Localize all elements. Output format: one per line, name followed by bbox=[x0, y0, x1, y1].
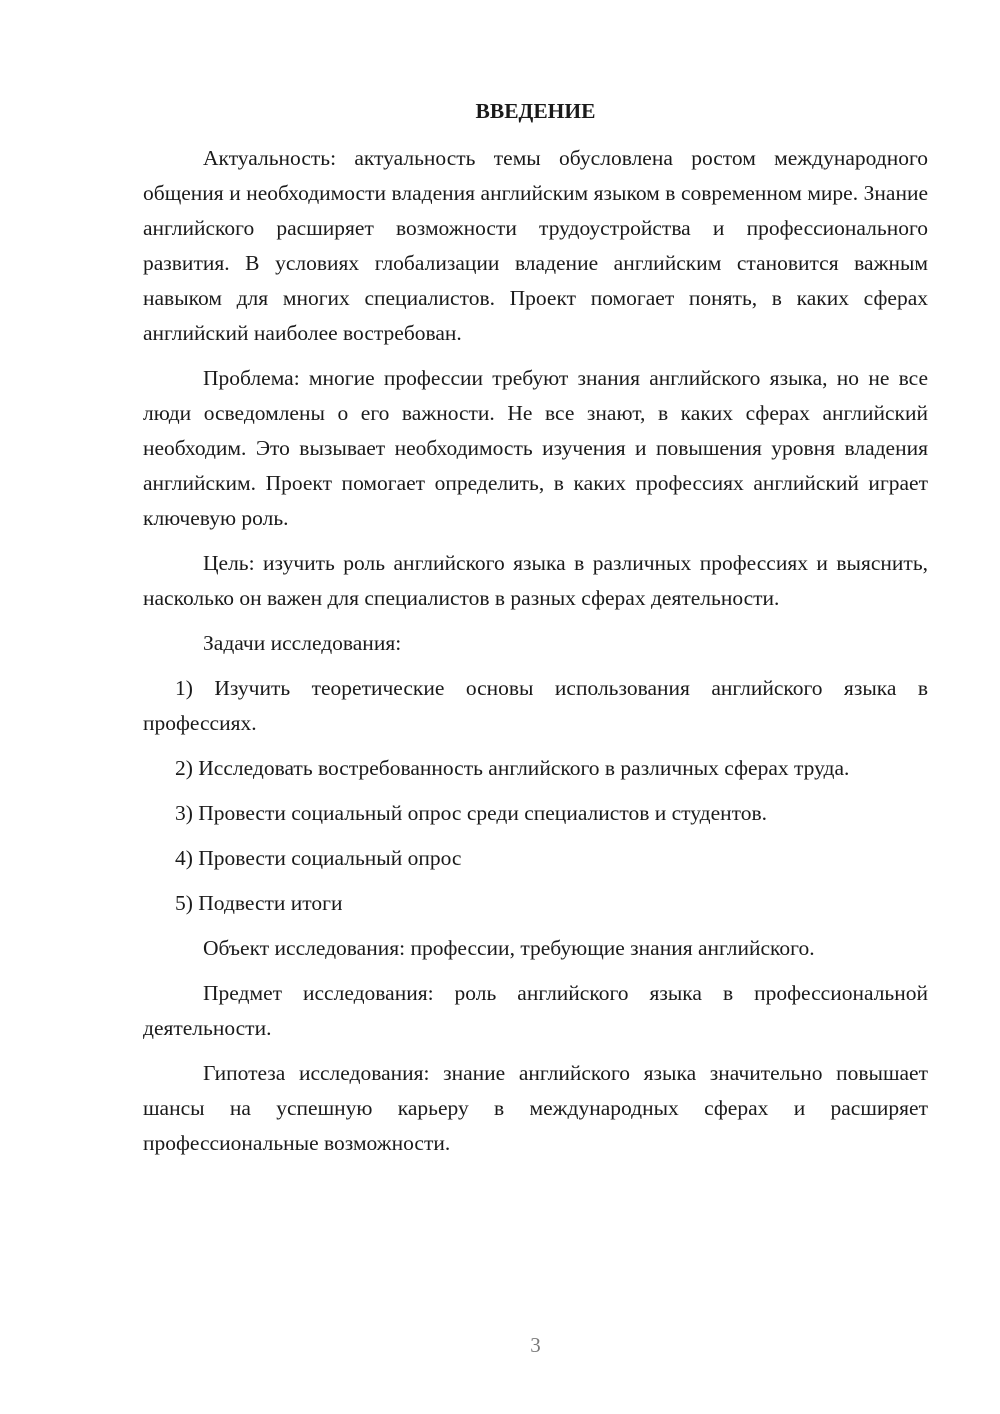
page-number: 3 bbox=[530, 1333, 541, 1357]
document-page bbox=[143, 94, 928, 1171]
task-item-3: 3) Провести социальный опрос среди специалистов и студентов. bbox=[175, 801, 768, 825]
paragraph-relevance: Актуальность: актуальность темы обусловлена ростом международного общения и необходимости владения английским языком в современном мире. Знание английского расширяет возможности трудоустройства и профессионального развития. В условиях глобализации владение английским становится важным навыком для многих специалистов. Проект помогает понять, в каких сферах английский наиболее востребован. bbox=[143, 146, 928, 345]
task-item-5: 5) Подвести итоги bbox=[175, 891, 343, 915]
document-title: ВВЕДЕНИЕ bbox=[475, 99, 596, 123]
paragraph-subject: Предмет исследования: роль английского языка в профессиональной деятельности. bbox=[143, 981, 928, 1040]
task-item-4: 4) Провести социальный опрос bbox=[175, 846, 462, 870]
task-item-1: 1) Изучить теоретические основы использования английского языка в профессиях. bbox=[143, 676, 928, 735]
paragraph-problem: Проблема: многие профессии требуют знания английского языка, но не все люди осведомлены о его важности. Не все знают, в каких сферах английский необходим. Это вызывает необходимость изучения и повышения уровня владения английским. Проект помогает определить, в каких профессиях английский играет ключевую роль. bbox=[143, 366, 928, 530]
tasks-heading: Задачи исследования: bbox=[203, 631, 402, 655]
paragraph-object: Объект исследования: профессии, требующие знания английского. bbox=[203, 936, 815, 960]
paragraph-hypothesis: Гипотеза исследования: знание английского языка значительно повышает шансы на успешную карьеру в международных сферах и расширяет профессиональные возможности. bbox=[143, 1061, 928, 1155]
paragraph-goal: Цель: изучить роль английского языка в различных профессиях и выяснить, насколько он важен для специалистов в разных сферах деятельности. bbox=[143, 551, 928, 610]
task-item-2: 2) Исследовать востребованность английского в различных сферах труда. bbox=[175, 756, 850, 780]
